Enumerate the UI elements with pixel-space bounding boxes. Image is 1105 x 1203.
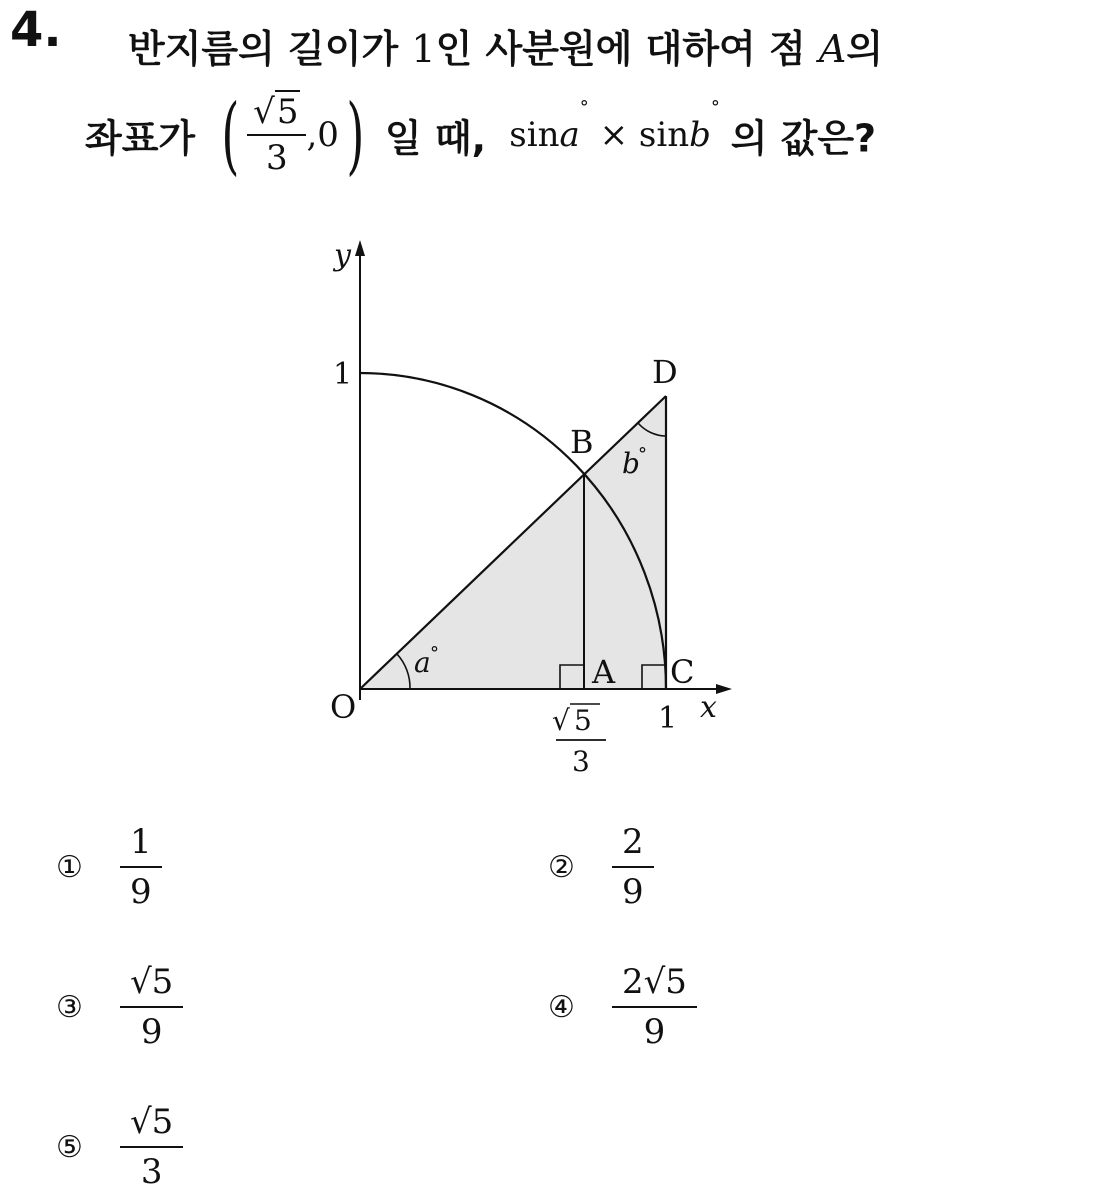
choice-5[interactable] — [56, 1102, 183, 1192]
sin-function: sin — [638, 115, 690, 155]
coordinate-tail: ,0 — [306, 115, 339, 155]
choice-3-mark: ③ — [56, 989, 83, 1025]
question-text: 인 사분원에 대하여 점 — [435, 27, 819, 71]
x-tick-radicand: 5 — [574, 704, 592, 737]
point-a-label: A — [592, 653, 616, 691]
problem-number: 4. — [10, 2, 62, 58]
choice-4-denominator: 9 — [643, 1012, 666, 1052]
question-text: 일 때, — [384, 116, 487, 161]
choice-1-fraction — [120, 822, 162, 912]
angle-a-label: a — [414, 646, 431, 679]
angle-a-degree: ° — [430, 643, 439, 664]
choice-4-fraction — [612, 962, 697, 1052]
y-axis-arrow — [355, 240, 365, 256]
point-c-label: C — [670, 653, 695, 691]
choice-2-denominator: 9 — [622, 872, 644, 912]
times-sign: × — [599, 115, 629, 155]
choice-2-numerator: 2 — [612, 822, 654, 868]
point-b-label: B — [570, 423, 594, 461]
x-axis-label: x — [700, 690, 717, 725]
choice-3-numerator: √5 — [120, 962, 183, 1008]
question-text: 의 — [846, 27, 884, 71]
x-tick-denominator: 3 — [572, 745, 590, 778]
choice-5-fraction — [120, 1102, 183, 1192]
x-tick-one: 1 — [658, 701, 678, 736]
choice-5-denominator: 3 — [140, 1152, 163, 1192]
coordinate-radicand: 5 — [276, 92, 299, 132]
question-text: 반지름의 길이가 — [128, 27, 412, 71]
x-tick-sqrt-symbol: √ — [552, 704, 570, 737]
degree-sign: ° — [710, 96, 720, 118]
choice-1-numerator: 1 — [120, 822, 162, 868]
y-axis-label: y — [334, 238, 351, 273]
right-paren: ) — [346, 86, 365, 184]
point-a-label: A — [818, 27, 847, 71]
coordinate-fraction: $\frac{√5}{3}$ — [247, 92, 306, 178]
choice-4-numerator: 2√5 — [612, 962, 697, 1008]
x-axis-arrow — [716, 684, 732, 694]
angle-a-var: a — [559, 115, 580, 155]
shaded-triangle-bdca — [584, 396, 666, 689]
choice-3-fraction — [120, 962, 183, 1052]
choice-4[interactable] — [548, 962, 697, 1052]
y-tick-one: 1 — [333, 357, 353, 392]
sin-function: sin — [509, 115, 560, 155]
question-text: 의 값은? — [730, 116, 877, 161]
choice-4-mark: ④ — [548, 989, 575, 1025]
point-o-label: O — [330, 688, 357, 726]
choice-2-fraction — [612, 822, 654, 912]
angle-b-var: b — [689, 115, 711, 155]
radius-value: 1 — [411, 27, 436, 71]
left-paren: ( — [221, 86, 240, 184]
choice-1[interactable] — [56, 822, 162, 912]
coordinate-denominator: 3 — [265, 138, 288, 178]
choice-2-mark: ② — [548, 849, 575, 885]
choice-3-denominator: 9 — [140, 1012, 163, 1052]
angle-b-label: b — [622, 447, 640, 480]
choice-1-mark: ① — [56, 849, 83, 885]
degree-sign: ° — [579, 96, 589, 118]
question-text: 좌표가 — [85, 116, 196, 161]
choice-5-numerator: √5 — [120, 1102, 183, 1148]
choice-3[interactable] — [56, 962, 183, 1052]
point-d-label: D — [652, 353, 678, 391]
choice-5-mark: ⑤ — [56, 1129, 83, 1165]
choice-1-denominator: 9 — [130, 872, 152, 912]
choice-2[interactable] — [548, 822, 654, 912]
angle-b-degree: ° — [638, 444, 647, 465]
